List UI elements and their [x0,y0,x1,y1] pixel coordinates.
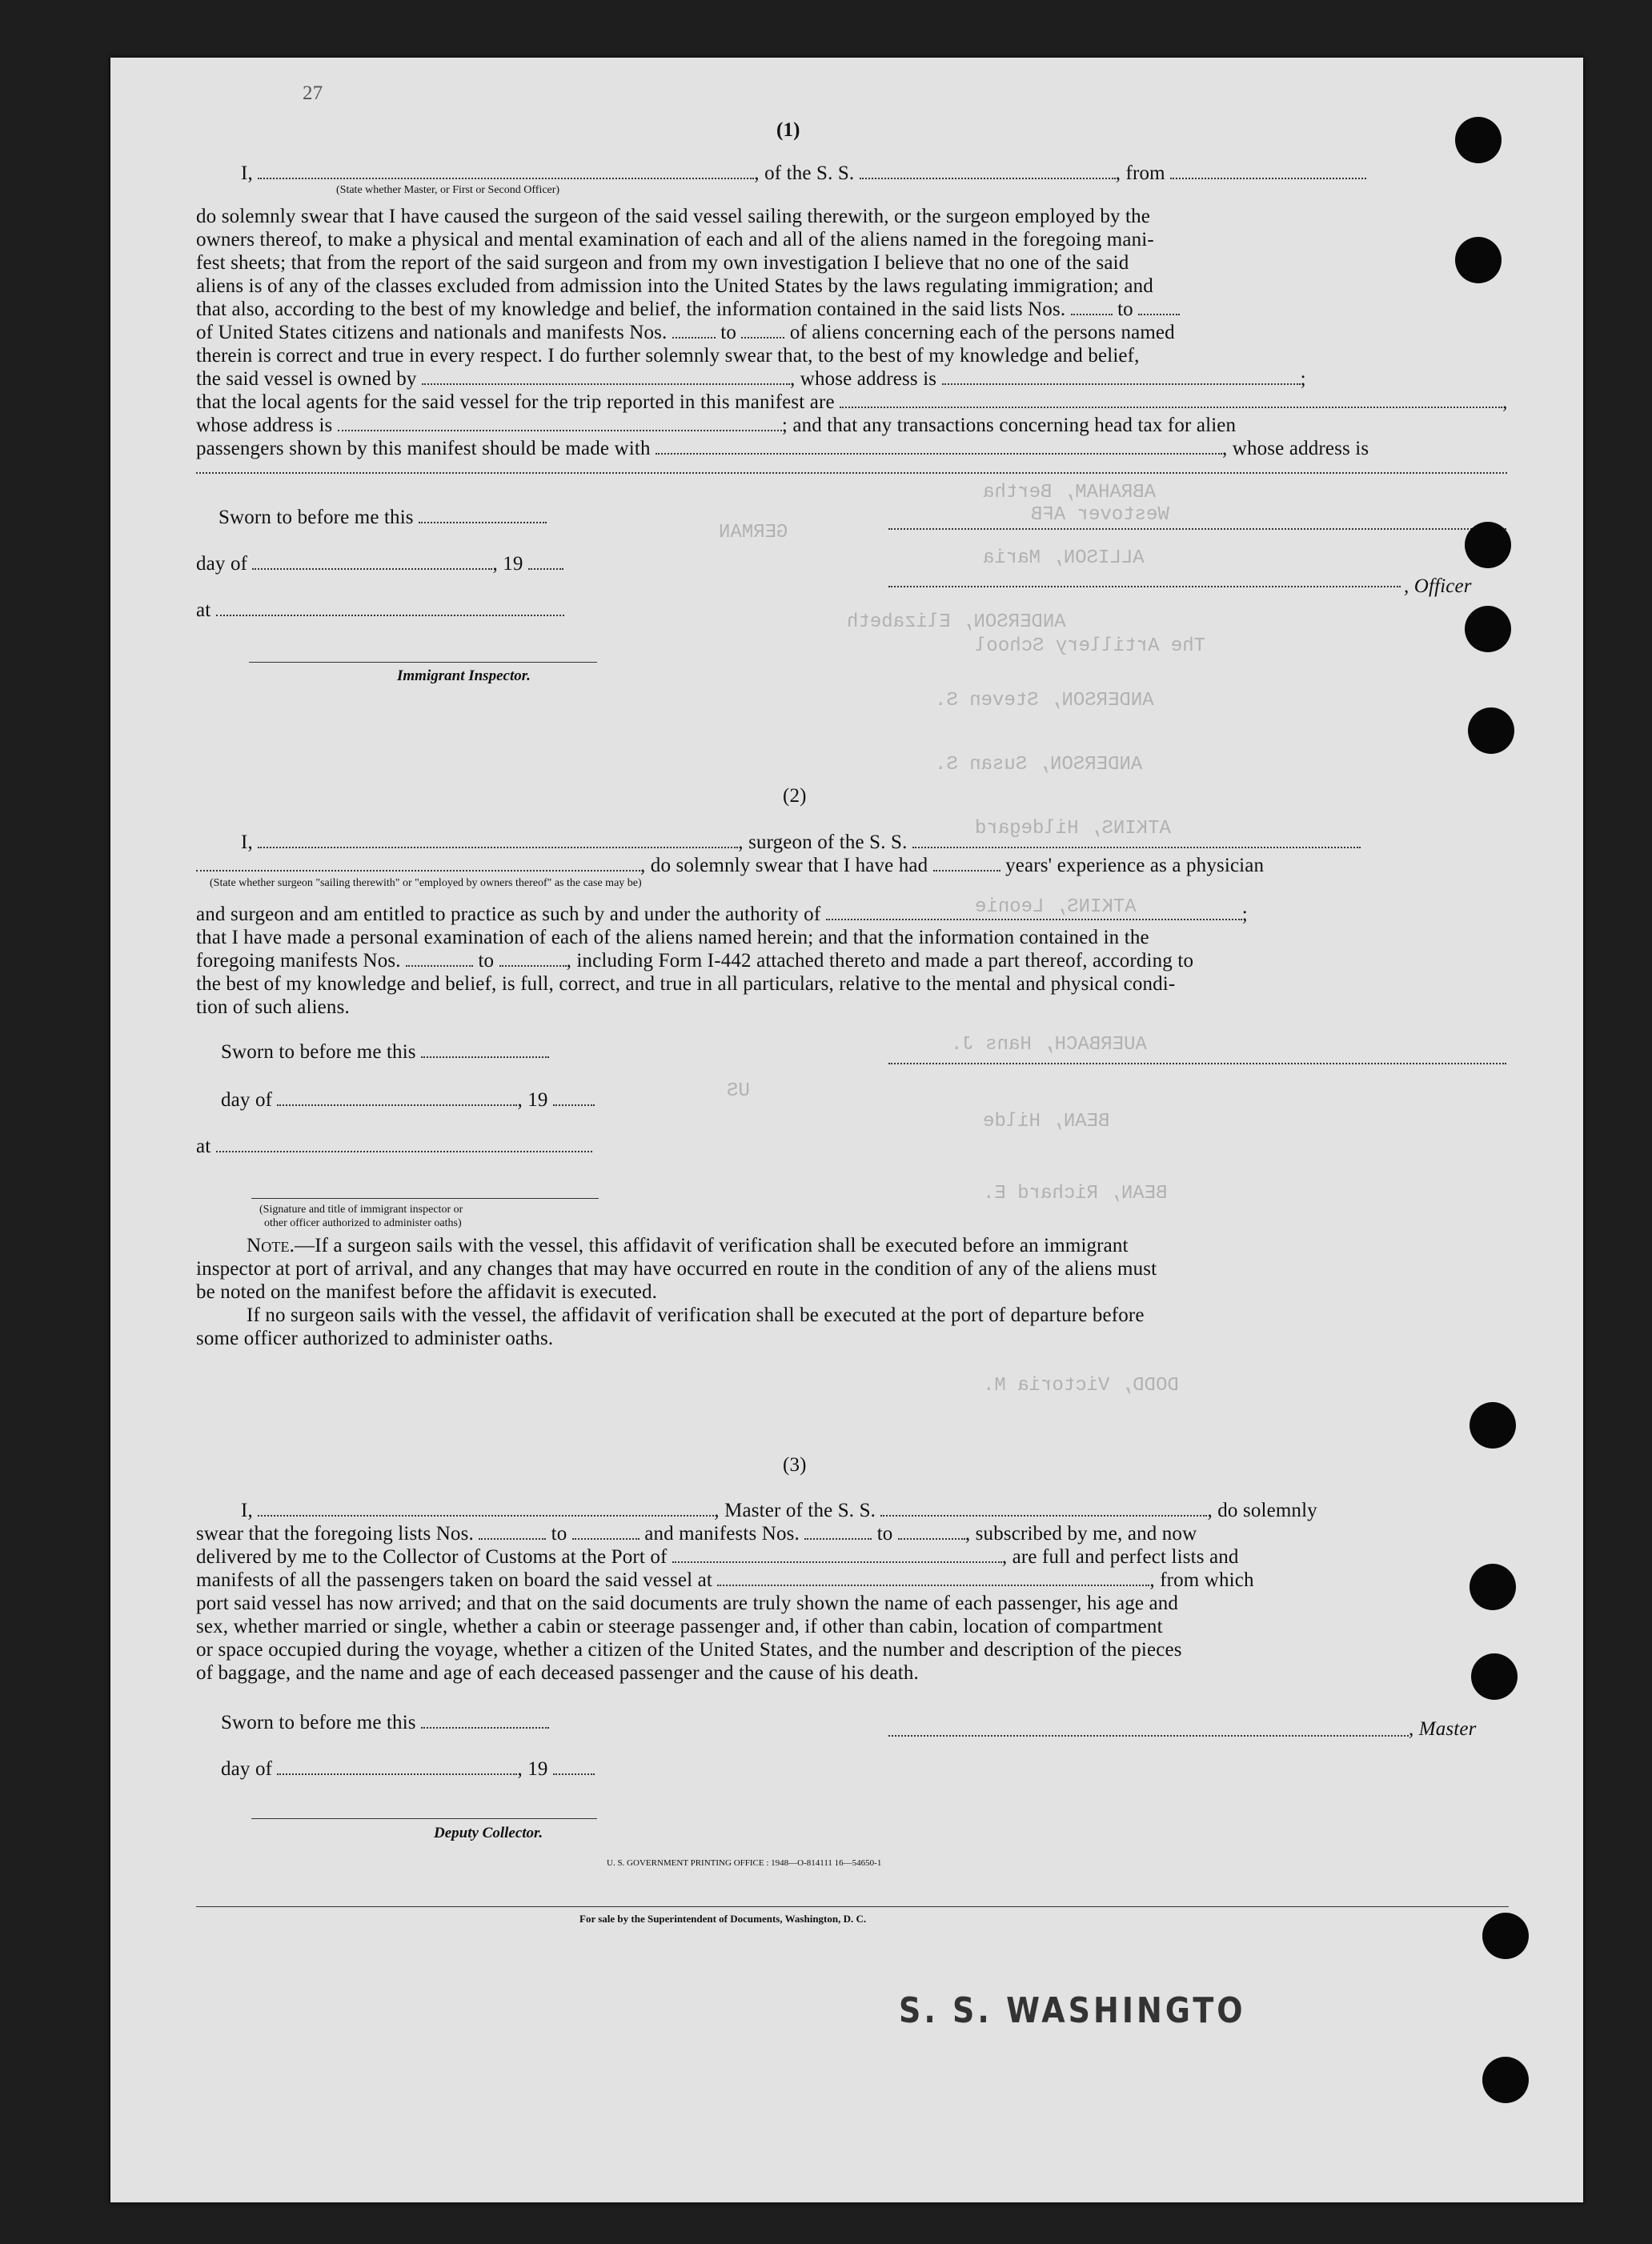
s2-signature-rule [251,1198,599,1199]
s2-to: to [478,950,495,972]
punch-hole [1465,606,1511,652]
s3-text-line: sex, whether married or single, whether a cabin or steerage passenger and, if other than cabin, location of compartment [196,1616,1163,1637]
bleed-through-text: AUERBACH, Hans J. [951,1034,1147,1056]
footer-rule [196,1906,1509,1907]
bleed-through-text: ATKINS, Hildegard [975,818,1171,839]
s1-owned-line: the said vessel is owned by , whose address is ; [196,368,1306,390]
s3-full-lists: , are full and perfect lists and [1001,1546,1239,1568]
s3-and-manifests: and manifests Nos. [644,1523,800,1545]
note-text-line: some officer authorized to administer oaths. [196,1328,554,1349]
s2-solemnly: , do solemnly swear that I have had [640,855,928,876]
punch-hole [1470,1564,1516,1610]
s1-day-of [196,552,563,575]
note-text-line: —If a surgeon sails with the vessel, this affidavit of verification shall be executed before an immigrant [295,1235,1129,1256]
s1-to: to [1117,299,1133,320]
s3-deputy: Deputy Collector. [434,1825,543,1841]
s1-sworn-label: Sworn to before me this [219,507,414,528]
section-3-heading: (3) [783,1454,807,1476]
note-text-line: inspector at port of arrival, and any changes that may have occurred en route in the condition of any of the aliens must [196,1258,1157,1280]
bleed-through-text: ANDERSON, Susan S. [935,754,1143,775]
bleed-through-text: GERMAN [719,522,788,543]
s2-years: years' experience as a physician [1005,855,1265,876]
s3-day-of-label: day of [221,1758,273,1780]
punch-hole [1455,117,1502,163]
s1-text-line: aliens is of any of the classes excluded from admission into the United States by the laws regulating immigration; and [196,275,1153,297]
for-sale-line: For sale by the Superintendent of Documents, Washington, D. C. [579,1913,867,1925]
s1-manifests-line [196,321,1175,344]
s3-day-of [221,1757,595,1781]
s2-manifests-line [196,949,1193,972]
punch-hole [1471,1653,1518,1700]
s1-agents-line: that the local agents for the said vessel for the trip reported in this manifest are , [196,391,1508,413]
s2-i: I, [241,831,253,853]
s1-day-of-label: day of [196,553,248,575]
punch-hole [1465,522,1511,568]
s2-including: , including Form I-442 attached thereto and made a part thereof, according to [566,950,1194,972]
bleed-through-text: Westover AFB [1031,504,1169,526]
s1-at [196,599,564,622]
section-1-heading: (1) [776,119,800,141]
s1-note-officer: (State whether Master, or First or Second Officer) [336,184,560,196]
s2-at-label: at [196,1136,211,1157]
s1-i: I, [241,162,253,184]
s2-sworn [221,1040,549,1064]
s1-address-line [196,414,1236,437]
ship-name-stamp: S. S. WASHINGTO [899,1990,1246,2031]
s2-text-line: the best of my knowledge and belief, is full, correct, and true in all particulars, relative to the mental and physical condi- [196,973,1176,995]
s1-dotline [888,528,1506,530]
s1-text-line: that the local agents for the said vessel for the trip reported in this manifest are [196,391,835,413]
s3-swear: swear that the foregoing lists Nos. [196,1523,474,1545]
page-number: 27 [303,82,323,104]
s3-delivered-line [196,1545,1239,1569]
s3-manifests-all: manifests of all the passengers taken on board the said vessel at [196,1569,712,1591]
bleed-through-text: US [727,1080,750,1102]
s3-delivered: delivered by me to the Collector of Customs at the Port of [196,1546,668,1568]
note-text-line: If no surgeon sails with the vessel, the affidavit of verification shall be executed at the port of departure before [247,1304,1145,1326]
s2-year: , 19 [517,1089,548,1111]
s3-to: to [876,1523,893,1545]
s2-sworn-label: Sworn to before me this [221,1041,416,1063]
s1-signature-rule [249,662,597,663]
s1-of-ss: , of the S. S. [754,162,855,184]
punch-hole [1482,1913,1529,1959]
s3-i: I, [241,1500,253,1521]
bleed-through-text: BEAN, Hilde [983,1111,1110,1132]
s2-note-surgeon: (State whether surgeon "sailing therewith" or "employed by owners thereof" as the case may be) [210,877,642,889]
s2-first-line [241,831,1361,854]
s1-passengers-line [196,437,1369,460]
s3-sworn [221,1711,549,1734]
bleed-through-text: ALLISON, Maria [983,547,1145,569]
s2-text-line: and surgeon and am entitled to practice as such by and under the authority of [196,904,821,925]
s3-swear-line [196,1522,1197,1545]
bleed-through-text: The Artillery School [975,635,1206,657]
s1-whose-address: , whose address is [1222,438,1369,459]
s3-subscribed: , subscribed by me, and now [964,1523,1197,1545]
s3-from-which: , from which [1149,1569,1254,1591]
note-label: Note. [247,1235,295,1256]
s3-text-line: or space occupied during the voyage, whether a citizen of the United States, and the number and description of the pieces [196,1639,1182,1661]
s1-of-aliens: of aliens concerning each of the persons named [789,322,1175,343]
s1-to: to [720,322,736,343]
s2-day-of-label: day of [221,1089,273,1111]
s3-to: to [551,1523,567,1545]
s3-master: , Master [1409,1718,1477,1740]
s1-text-line: do solemnly swear that I have caused the surgeon of the said vessel sailing therewith, or the surgeon employed by the [196,206,1151,227]
bleed-through-text: ANDERSON, Steven S. [935,690,1154,711]
s3-text-line: port said vessel has now arrived; and that on the said documents are truly shown the name of each passenger, his age and [196,1593,1179,1614]
section-2-heading: (2) [783,785,807,807]
s2-surgeon-of: , surgeon of the S. S. [738,831,908,853]
manifest-page [110,58,1583,2202]
s1-text-line: whose address is [196,415,333,436]
punch-hole [1455,237,1502,283]
bleed-through-text: ABRAHAM, Bertha [983,482,1157,503]
s3-text-line: of baggage, and the name and age of each deceased passenger and the cause of his death. [196,1662,919,1684]
s3-master-of: Master of the S. S. [724,1500,876,1521]
gpo-imprint: U. S. GOVERNMENT PRINTING OFFICE : 1948—O-814111 16—54650-1 [607,1858,882,1868]
s1-head-tax: ; and that any transactions concerning head tax for alien [781,415,1237,436]
punch-hole [1482,2057,1529,2103]
s1-text-line: the said vessel is owned by [196,368,417,390]
s1-from: , from [1115,162,1165,184]
bleed-through-text: DODD, Victoria M. [983,1375,1179,1396]
s3-manifests-line [196,1569,1254,1592]
s1-whose-address: , whose address is [789,368,937,390]
s1-text-line: that also, according to the best of my knowledge and belief, the information contained in the said lists Nos. [196,299,1066,320]
s3-first-line: I, , Master of the S. S. , do solemnly [241,1500,1317,1521]
s1-at-label: at [196,599,211,621]
s2-text-line: foregoing manifests Nos. [196,950,401,972]
note-text-line: be noted on the manifest before the affidavit is executed. [196,1281,658,1303]
s3-signature-rule [251,1818,597,1819]
bleed-through-text: ANDERSON, Elizabeth [847,611,1066,633]
s3-sworn-label: Sworn to before me this [221,1712,416,1733]
bleed-through-text: BEAN, Richard E. [983,1183,1168,1204]
s1-lists-line [196,298,1180,321]
s1-sworn [219,506,547,529]
bleed-through-text: ATKINS, Leonie [975,896,1137,918]
s2-authority-line: and surgeon and am entitled to practice as such by and under the authority of ; [196,904,1248,925]
s2-dotline [888,1063,1506,1064]
s2-at [196,1135,592,1158]
s3-do-solemnly: , do solemnly [1207,1500,1317,1521]
s1-dotline [888,586,1401,587]
s1-first-line [241,162,1366,185]
s1-officer: , Officer [1404,575,1472,597]
s1-text-line: owners thereof, to make a physical and mental examination of each and all of the aliens named in the foregoing mani- [196,229,1154,250]
punch-hole [1468,707,1514,754]
s2-text-line: that I have made a personal examination of each of the aliens named herein; and that the information contained in the [196,927,1149,948]
s2-sig-note: (Signature and title of immigrant inspector or [259,1204,463,1216]
s1-address-dotline [196,472,1507,474]
s3-year: , 19 [517,1758,548,1780]
note-first-line [247,1234,1129,1257]
s1-text-line: passengers shown by this manifest should be made with [196,438,651,459]
s1-year: , 19 [492,553,523,575]
s1-text-line: fest sheets; that from the report of the said surgeon and from my own investigation I believe that no one of the said [196,252,1129,274]
s1-inspector: Immigrant Inspector. [397,667,531,684]
s2-day-of [221,1088,595,1112]
s3-dotline [888,1735,1409,1737]
s1-text-line: therein is correct and true in every respect. I do further solemnly swear that, to the best of my knowledge and belief, [196,345,1140,367]
punch-hole [1470,1402,1516,1449]
s1-text-line: of United States citizens and nationals and manifests Nos. [196,322,668,343]
s2-text-line: tion of such aliens. [196,996,350,1018]
s2-sig-note: other officer authorized to administer oaths) [264,1217,462,1229]
s2-second-line [196,854,1264,877]
